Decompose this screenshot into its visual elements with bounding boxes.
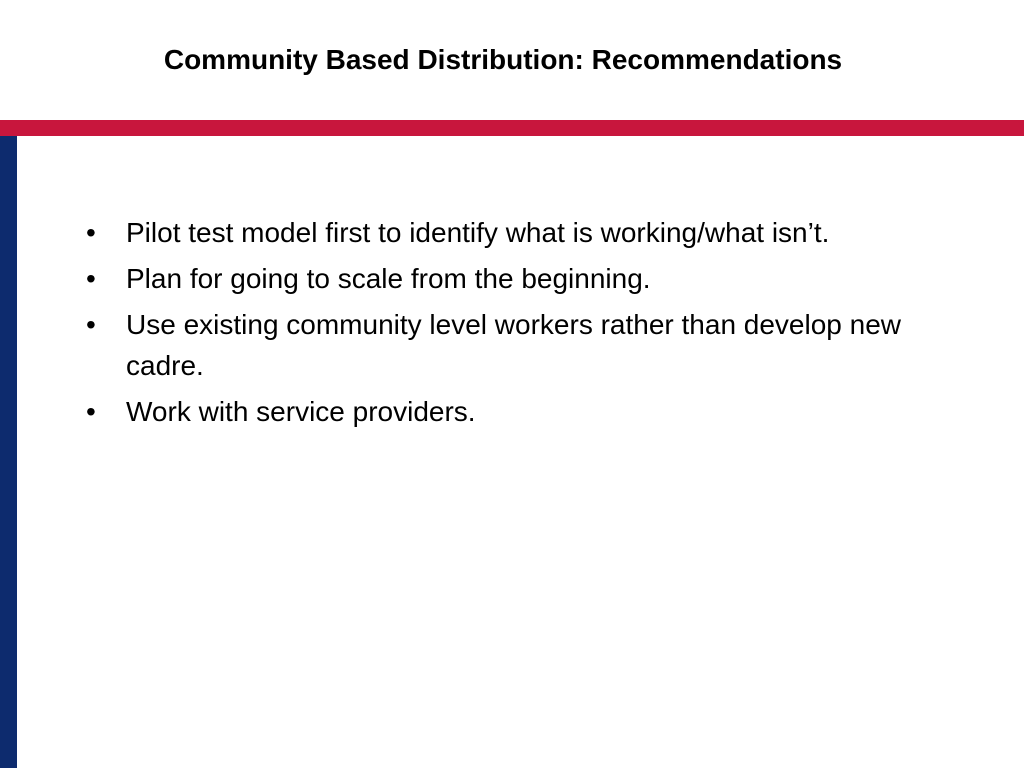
bullet-text: Use existing community level workers rather than develop new cadre. [126,309,902,381]
bullet-text: Pilot test model first to identify what is working/what isn’t. [126,217,830,248]
bullet-dot-icon: • [86,396,96,427]
bullet-dot-icon: • [86,309,96,340]
bullet-item [86,212,916,253]
bullet-item [86,391,916,432]
bullet-list [86,212,916,437]
bullet-dot-icon: • [86,263,96,294]
bullet-text: Plan for going to scale from the beginning. [126,263,651,294]
title-accent-bar [0,120,1024,136]
bullet-dot-icon: • [86,217,96,248]
bullet-item [86,304,916,386]
bullet-item [86,258,916,299]
left-side-bar [0,136,17,768]
slide-title: Community Based Distribution: Recommendations [163,44,843,75]
bullet-text: Work with service providers. [126,396,476,427]
